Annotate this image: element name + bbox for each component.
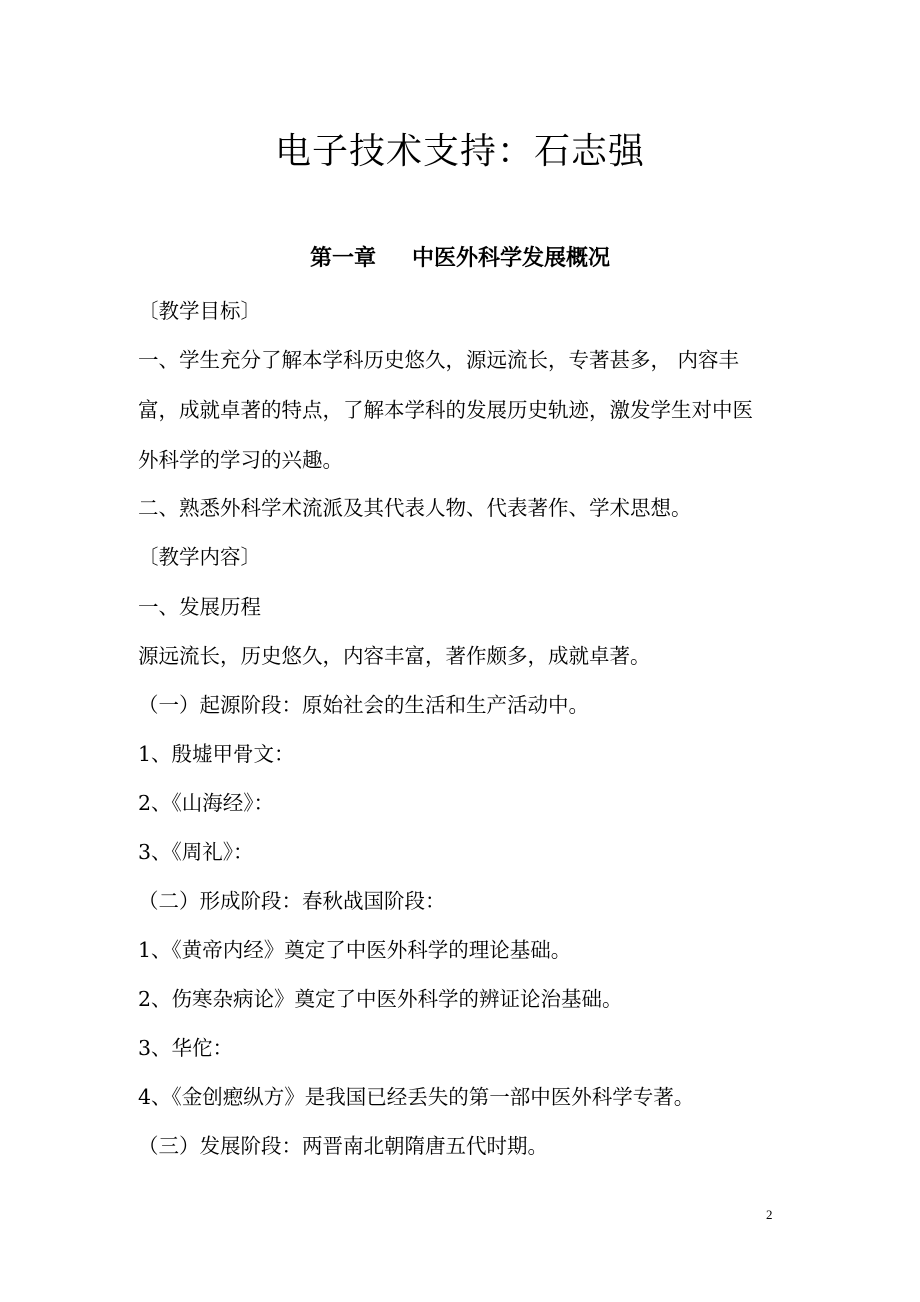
paragraph-line: 富，成就卓著的特点，了解本学科的发展历史轨迹，激发学生对中医 (138, 398, 753, 422)
list-item: 3、华佗： (138, 1036, 234, 1060)
section-label-content: 〔教学内容〕 (138, 545, 261, 569)
list-item: 2、伤寒杂病论》奠定了中医外科学的辨证论治基础。 (138, 987, 623, 1011)
list-item: 4、《金创瘛纵方》是我国已经丢失的第一部中医外科学专著。 (138, 1085, 695, 1109)
paragraph-line: 源远流长，历史悠久，内容丰富，著作颇多，成就卓著。 (138, 644, 651, 668)
paragraph-line: 二、熟悉外科学术流派及其代表人物、代表著作、学术思想。 (138, 496, 692, 520)
chapter-heading (0, 242, 920, 274)
page-header-title: 电子技术支持：石志强 (274, 131, 645, 172)
chapter-title: 中医外科学发展概况 (412, 245, 611, 271)
section-heading: 一、发展历程 (138, 595, 261, 619)
subsection-heading: （一）起源阶段：原始社会的生活和生产活动中。 (138, 693, 589, 717)
page-number: 2 (766, 1207, 773, 1222)
chapter-number: 第一章 (309, 245, 376, 271)
list-item: 1、殷墟甲骨文： (138, 742, 295, 766)
list-item: 2、《山海经》： (138, 791, 275, 815)
section-label-objectives: 〔教学目标〕 (138, 299, 261, 323)
subsection-heading: （三）发展阶段：两晋南北朝隋唐五代时期。 (138, 1134, 548, 1158)
paragraph-line: 一、学生充分了解本学科历史悠久，源远流长，专著甚多， 内容丰 (138, 348, 740, 372)
paragraph-line: 外科学的学习的兴趣。 (138, 448, 343, 472)
list-item: 3、《周礼》： (138, 840, 254, 864)
list-item: 1、《黄帝内经》奠定了中医外科学的理论基础。 (138, 938, 572, 962)
subsection-heading: （二）形成阶段：春秋战国阶段： (138, 889, 446, 913)
